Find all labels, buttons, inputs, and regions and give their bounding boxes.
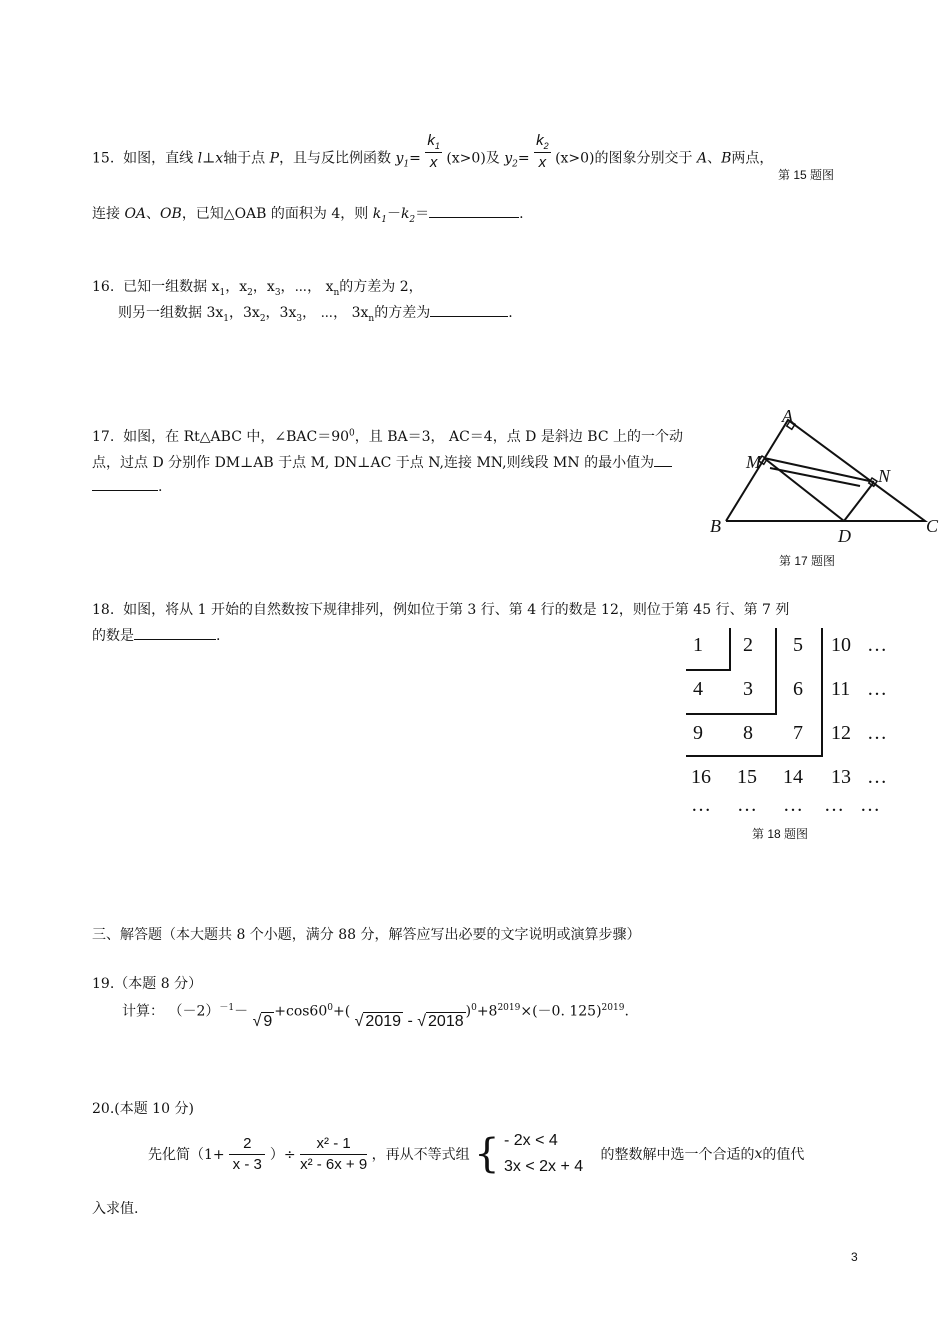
grid-r2-c4: 11 — [831, 678, 851, 700]
q15-line1: 15. 如图，直线 l⊥x轴于点 P，且与反比例函数 $y_1=$ $\frac{k_1}{x}$ (x>0)及 $y_2=$ $\frac{k_2}{x}$ (x>0)的图象分别交于 A、B两点， — [92, 132, 774, 171]
grid-r1-c2: 2 — [743, 634, 753, 656]
grid-r4-c5: … — [867, 766, 887, 788]
grid-r5-c1: … — [691, 794, 711, 816]
inequality-1: - 2x < 4 — [504, 1132, 558, 1149]
grid-r4-c2: 15 — [737, 766, 757, 788]
section-3-heading: 三、解答题（本大题共 8 个小题，满分 88 分，解答应写出必要的文字说明或演算步骤） — [92, 927, 641, 943]
label-n: N — [878, 466, 891, 486]
grid-r2-c1: 4 — [693, 678, 703, 700]
sqrt-9: √ 9 — [252, 1012, 273, 1030]
grid-r3-c4: 12 — [831, 722, 851, 744]
q20-header: 20.(本题 10 分) — [92, 1101, 194, 1117]
grid-r4-c4: 13 — [831, 766, 851, 788]
fraction-k2-over-x: $\frac{k_2}{x}$ — [536, 132, 549, 171]
q20-line1: 先化简（1+ $\frac{2}{x - 3}$ ）÷ $\frac{\text{x² - 1}}{\text{x² - 6x + 9}}$ ，再从不等式组 { - 2x < 4 3x < 2x + 4 的整数解中选一个合适的x的值代 — [148, 1128, 804, 1188]
answer-blank-q17a[interactable] — [654, 454, 672, 467]
answer-blank-q18[interactable] — [134, 627, 216, 640]
label-a: A — [782, 408, 793, 426]
inequality-2: 3x < 2x + 4 — [504, 1158, 584, 1175]
answer-blank-q16[interactable] — [430, 304, 508, 317]
label-c: C — [926, 516, 939, 536]
grid-r2-c5: … — [867, 678, 887, 700]
grid-r1-c3: 5 — [793, 634, 803, 656]
grid-r5-c5: … — [860, 794, 880, 816]
answer-blank-q15[interactable] — [429, 205, 519, 218]
grid-r5-c2: … — [737, 794, 757, 816]
q16-line2: 则另一组数据 $3x_1$，$3x_2$，$3x_3$， ⋯， $3x_n$的方差为 . — [118, 305, 513, 324]
sqrt-2019: √ 2019 — [354, 1012, 402, 1030]
q17-line2: 点，过点 D 分别作 DM⊥AB 于点 M, DN⊥AC 于点 N,连接 MN,则线段 MN 的最小值为 — [92, 452, 672, 472]
grid-r2-c3: 6 — [793, 678, 803, 700]
grid-r3-c2: 8 — [743, 722, 753, 744]
grid-r1-c5: … — [867, 634, 887, 656]
grid-r4-c3: 14 — [783, 766, 803, 788]
q18-number-grid — [686, 628, 896, 823]
page-number: 3 — [851, 1250, 858, 1264]
q18-line2: 的数是 . — [92, 628, 221, 644]
q18-figure-caption: 第 18 题图 — [752, 827, 809, 841]
q17-figure-caption: 第 17 题图 — [779, 554, 836, 568]
label-m: M — [746, 452, 761, 472]
label-d: D — [838, 526, 851, 546]
grid-r2-c2: 3 — [743, 678, 753, 700]
q17-triangle-figure — [700, 408, 945, 548]
grid-r1-c4: 10 — [831, 634, 851, 656]
q18-line1: 18. 如图，将从 1 开始的自然数按下规律排列，例如位于第 3 行、第 4 行的数是 12，则位于第 45 行、第 7 列 — [92, 602, 790, 618]
inequality-brace: { — [474, 1131, 500, 1177]
q19-header: 19.（本题 8 分） — [92, 976, 203, 992]
q17-line3: . — [92, 478, 162, 495]
q15-line2: 连接 OA、OB，已知△OAB 的面积为 4，则 $k_1-k_2=$ . — [92, 206, 524, 225]
q20-line2: 入求值. — [92, 1201, 139, 1217]
grid-r5-c4: … — [824, 794, 844, 816]
segment-dn — [844, 482, 874, 521]
grid-r1-c1: 1 — [693, 634, 703, 656]
grid-r5-c3: … — [783, 794, 803, 816]
fraction-x2-minus-1-over-x2-6x-9: $\frac{\text{x² - 1}}{\text{x² - 6x + 9}}$ — [300, 1135, 368, 1173]
fraction-k1-over-x: $\frac{k_1}{x}$ — [427, 132, 440, 171]
sqrt-2018: √ 2018 — [417, 1012, 464, 1030]
label-b: B — [710, 516, 721, 536]
fraction-2-over-x-minus-3: $\frac{2}{x - 3}$ — [229, 1135, 265, 1173]
q17-line1: 17. 如图，在 Rt△ABC 中，$\angle BAC=90^0$，且 BA＝3， AC＝4，点 D 是斜边 BC 上的一个动 — [92, 428, 683, 445]
grid-r4-c1: 16 — [691, 766, 711, 788]
q15-figure-caption: 第 15 题图 — [778, 168, 835, 182]
grid-r3-c3: 7 — [793, 722, 803, 744]
grid-r3-c1: 9 — [693, 722, 703, 744]
inequality-system — [504, 1128, 596, 1180]
grid-r3-c5: … — [867, 722, 887, 744]
q16-line1: 16. 已知一组数据 $x_1$，$x_2$，$x_3$，⋯， $x_n$的方差为 2， — [92, 279, 423, 298]
answer-blank-q17b[interactable] — [92, 478, 158, 491]
q19-expression: 计算： $(-2)^{-1}-$ √ $9+\cos 60^0+$( √ 2019 - √ $2018)^0+8^{2019}\times(-0$. 125)$^{2019}$. — [122, 1003, 629, 1030]
